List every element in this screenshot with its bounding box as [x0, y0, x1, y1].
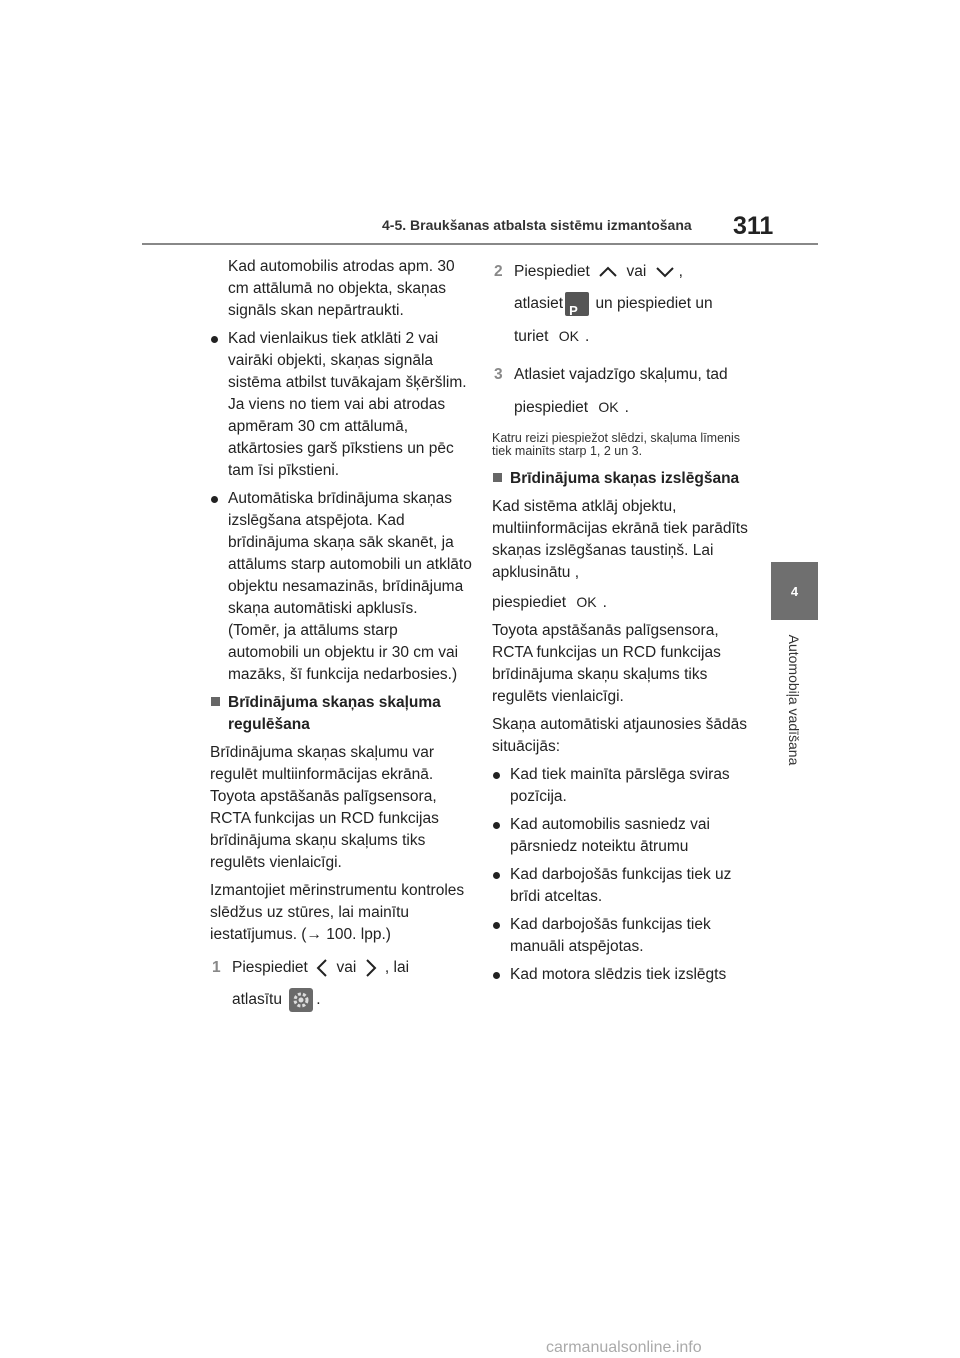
bullet-icon: [493, 822, 500, 829]
continued-paragraph: Kad automobilis atrodas apm. 30 cm attālumā no objekta, skaņas signāls skan nepārtraukti.: [228, 258, 455, 319]
section-heading: [492, 468, 762, 490]
list-item: [492, 964, 762, 986]
list-item: [210, 488, 472, 686]
watermark-text: carmanualsonline.info: [546, 1339, 702, 1356]
step-text: piespiediet: [514, 399, 589, 416]
bullet-text: Automātiska brīdinājuma skaņas izslēgšana atspējota. Kad brīdinājuma skaņa sāk skanēt, ja attālums starp automobili un atklāto objektu nesamazinās, brīdinājuma skaņa automātiski apklusīs. (Tomēr, ja attālums starp automobili un objektu ir 30 cm vai mazāks, šī funkcija nedarbosies.): [228, 490, 472, 683]
step-text: un piespiediet un: [595, 295, 713, 312]
paragraph: Brīdinājuma skaņas skaļumu var regulēt multiinformācijas ekrānā. Toyota apstāšanās palīgsensora, RCTA funkcijas un RCD funkcijas brīdinājuma skaņu skaļums tiks regulēts vienlaicīgi.: [210, 744, 439, 871]
list-item: [492, 764, 762, 808]
square-bullet-icon: [493, 473, 502, 482]
chevron-right-icon: [365, 958, 377, 978]
note: Katru reizi piespiežot slēdzi, skaļuma līmenis tiek mainīts starp 1, 2 un 3.: [492, 431, 741, 458]
list-item: [492, 814, 762, 858]
step-text: Piespiediet: [232, 959, 308, 976]
paragraph: Skaņa automātiski atjaunosies šādās situācijās:: [492, 716, 748, 755]
bullet-icon: [493, 772, 500, 779]
bullet-text: Kad darbojošās funkcijas tiek manuāli atspējotas.: [510, 916, 711, 955]
gear-icon: [289, 988, 313, 1012]
step-text: atlasītu: [232, 991, 282, 1008]
bullet-text: Kad vienlaikus tiek atklāti 2 vai vairāki objekti, skaņas signāla sistēma atbilst tuvākajam šķēršlim. Ja viens no tiem vai abi atrodas apmēram 30 cm attālumā, atkārtosies garš pīkstiens un pēc tam īsi pīkstieni.: [228, 330, 467, 479]
ok-button-icon: OK: [598, 399, 619, 415]
chevron-left-icon: [316, 958, 328, 978]
step-text: turiet: [514, 328, 549, 345]
bullet-icon: [493, 972, 500, 979]
chevron-up-icon: [598, 266, 618, 278]
page-number: 311: [733, 212, 774, 240]
step-1: [210, 952, 472, 1016]
chevron-down-icon: [655, 266, 675, 278]
bullet-icon: [211, 336, 218, 343]
chapter-tab-number: 4: [790, 584, 799, 599]
list-item: [492, 914, 762, 958]
bullet-text: Kad automobilis sasniedz vai pārsniedz noteiktu ātrumu: [510, 816, 710, 855]
list-item: [492, 864, 762, 908]
step-text: Atlasiet vajadzīgo skaļumu, tad: [514, 366, 728, 383]
section-heading-text: Brīdinājuma skaņas izslēgšana: [510, 470, 740, 487]
section-heading-text: Brīdinājuma skaņas skaļuma regulēšana: [228, 694, 441, 733]
header-divider: [142, 243, 818, 245]
parking-sensor-icon: P: [565, 292, 589, 316]
step-text: atlasiet: [514, 295, 564, 312]
bullet-icon: [493, 872, 500, 879]
bullet-text: Kad tiek mainīta pārslēga sviras pozīcija.: [510, 766, 730, 805]
bullet-icon: [493, 922, 500, 929]
step-number: 1: [212, 959, 221, 976]
left-column: [210, 256, 472, 1022]
bullet-text: Kad motora slēdzis tiek izslēgts: [510, 966, 727, 983]
paragraph: Kad sistēma atklāj objektu, multiinformācijas ekrānā tiek parādīts skaņas izslēgšanas taustiņš. Lai apklusinātu , piespiediet OK .: [492, 498, 748, 611]
step-number: 3: [494, 366, 503, 383]
step-number: 2: [494, 263, 503, 280]
step-text: vai: [626, 263, 647, 280]
bullet-icon: [211, 496, 218, 503]
step-text: vai: [336, 959, 357, 976]
step-3: [492, 359, 762, 424]
chapter-title: 4-5. Braukšanas atbalsta sistēmu izmantošana: [382, 217, 692, 233]
chapter-tab: [771, 562, 818, 620]
section-heading: [210, 692, 472, 736]
paragraph: Toyota apstāšanās palīgsensora, RCTA funkcijas un RCD funkcijas brīdinājuma skaņu skaļums tiks regulēts vienlaicīgi.: [492, 622, 721, 705]
ok-button-icon: OK: [558, 328, 580, 344]
square-bullet-icon: [211, 697, 220, 706]
step-text: ,: [678, 263, 683, 280]
paragraph: Izmantojiet mērinstrumentu kontroles slēdžus uz stūres, lai mainītu iestatījumus. (→ 100. lpp.): [210, 882, 465, 943]
bullet-text: Kad darbojošās funkcijas tiek uz brīdi atceltas.: [510, 866, 732, 905]
step-text: .: [624, 399, 629, 416]
step-2: [492, 256, 762, 353]
chapter-tab-label: Automobiļa vadīšana: [786, 634, 802, 766]
list-item: [210, 328, 472, 482]
ok-button-icon: OK: [576, 594, 597, 610]
step-text: .: [316, 991, 321, 1008]
right-column: [492, 256, 762, 992]
step-text: Piespiediet: [514, 263, 590, 280]
step-text: .: [585, 328, 590, 345]
step-text: , lai: [384, 959, 410, 976]
